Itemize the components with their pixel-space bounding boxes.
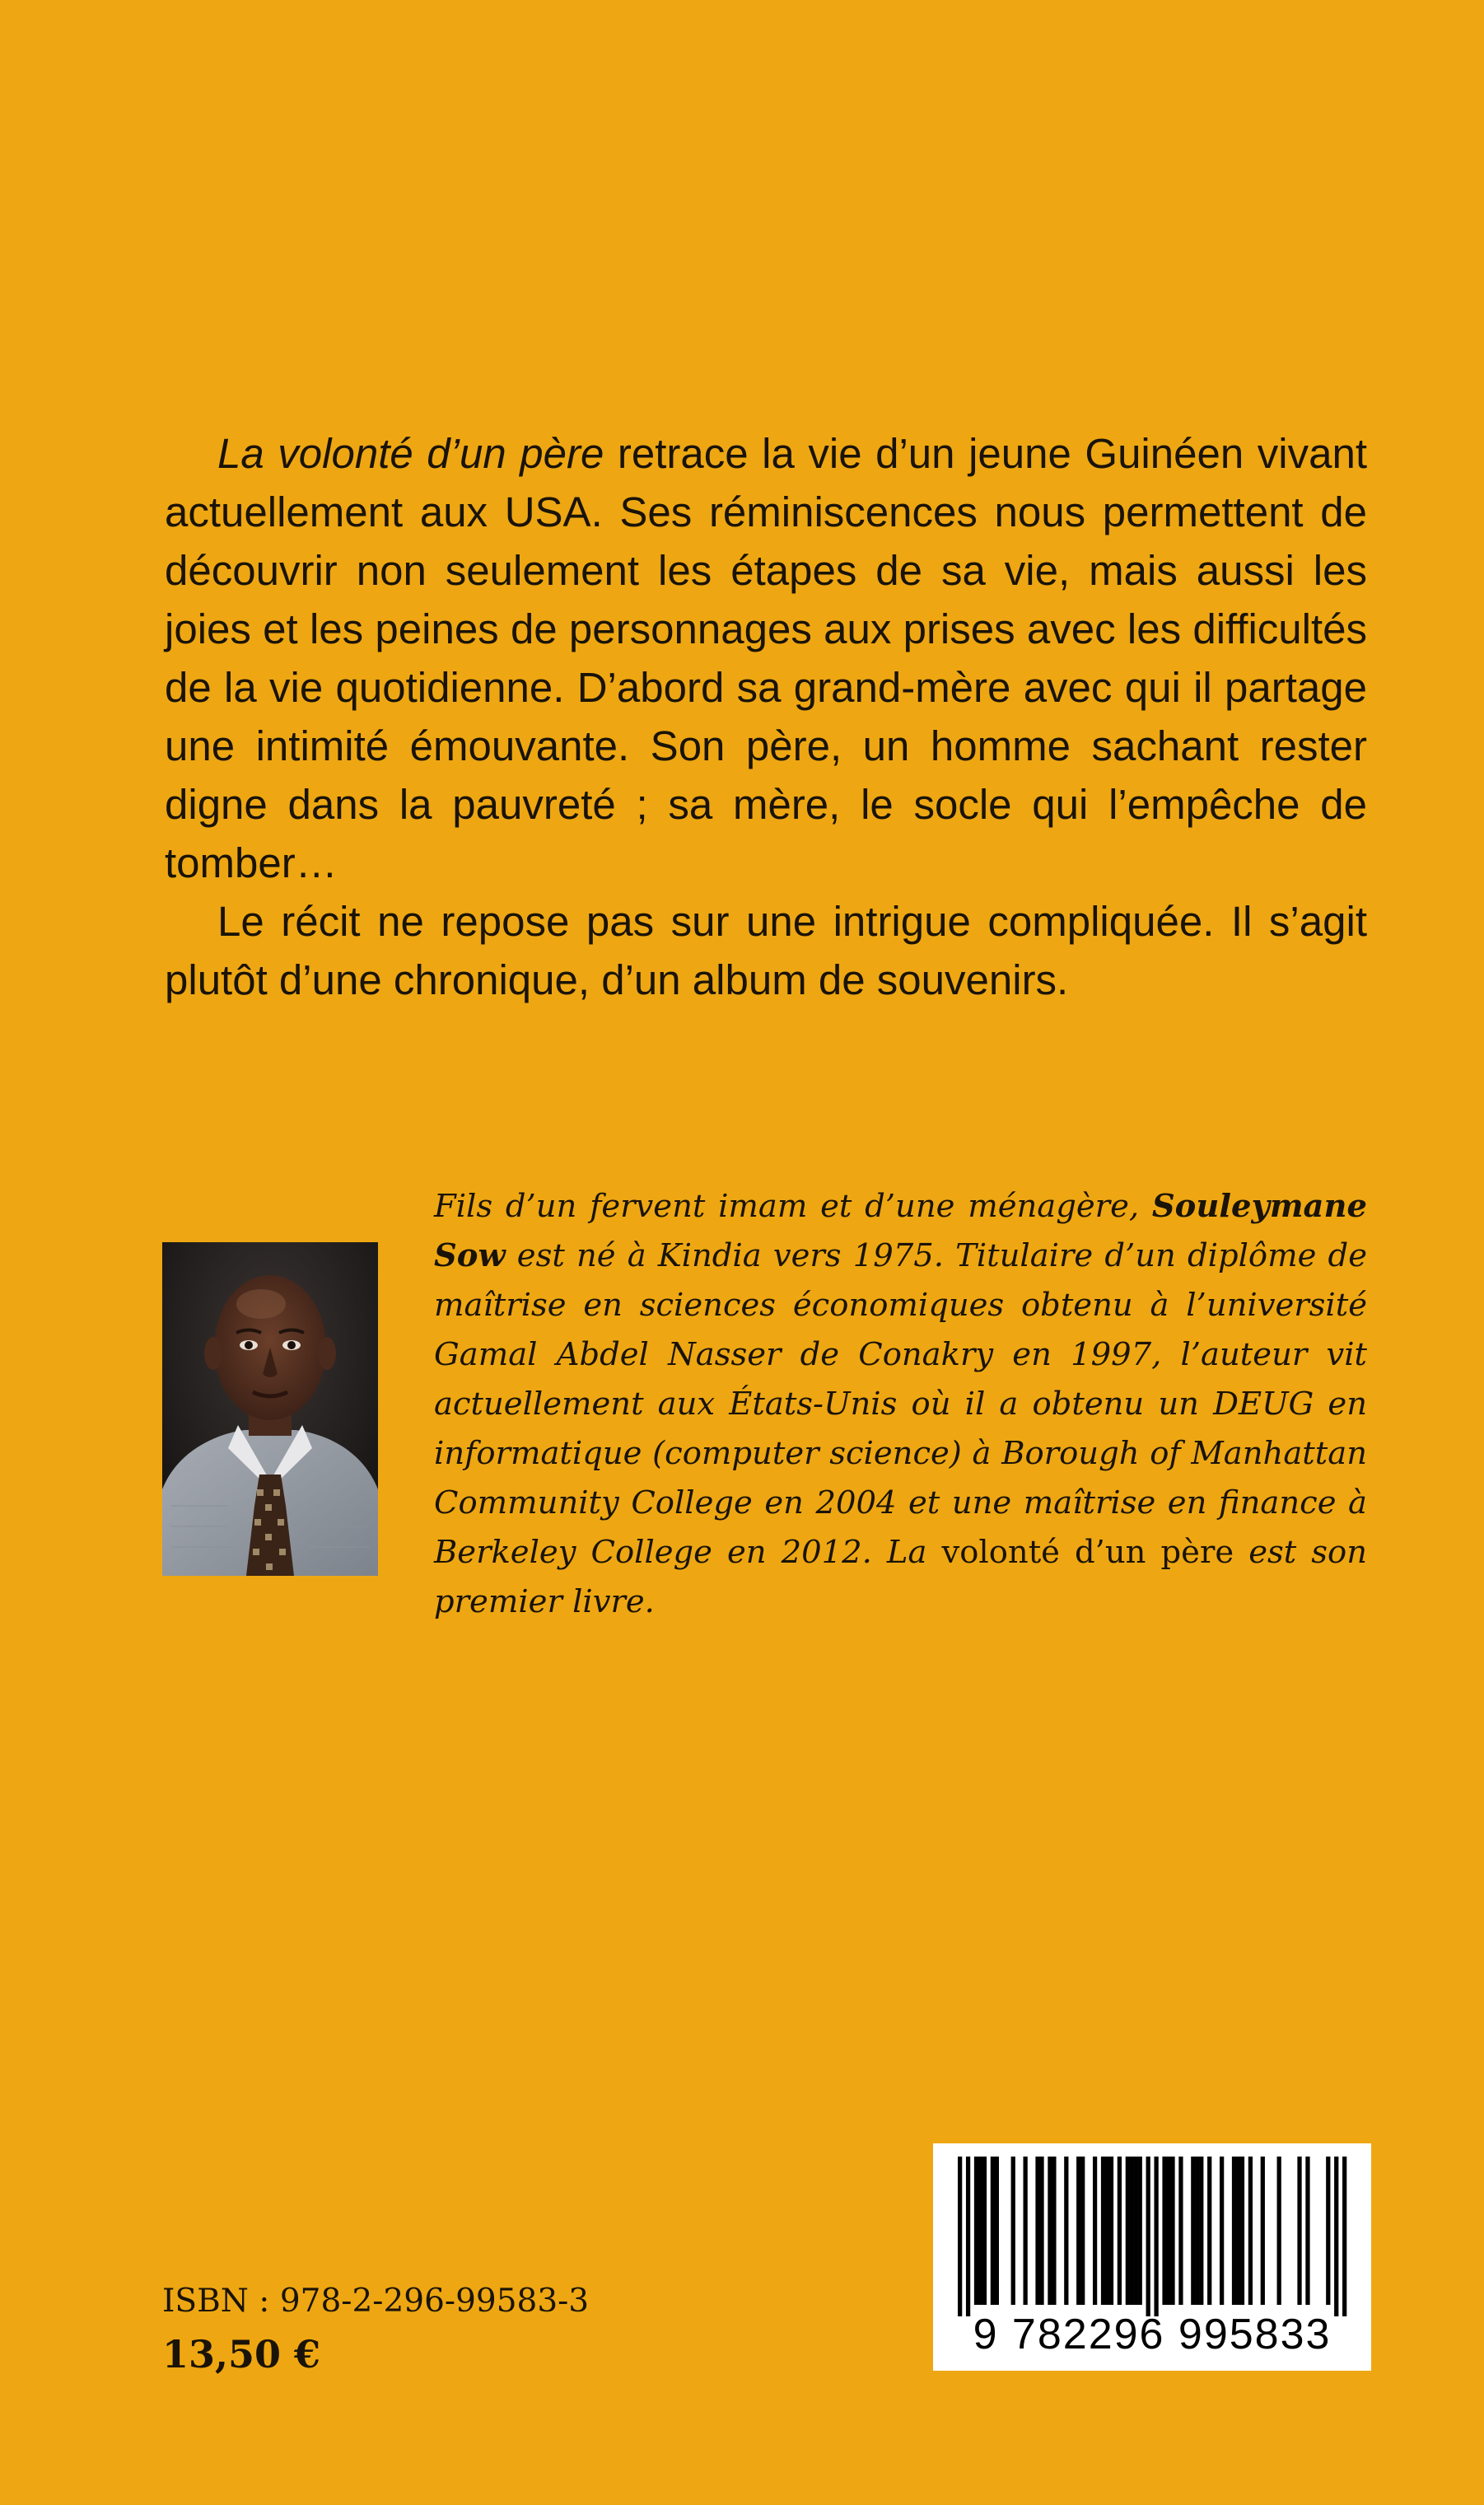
barcode-bar [1277, 2157, 1281, 2305]
barcode-bar [1118, 2157, 1122, 2305]
barcode-bar [1105, 2157, 1109, 2305]
barcode-guard-bar [1334, 2157, 1338, 2316]
barcode-bar [1011, 2157, 1015, 2305]
author-portrait-image [162, 1242, 378, 1576]
barcode-guard-bar [1146, 2157, 1150, 2316]
barcode-bar [1048, 2157, 1052, 2305]
barcode-bar [1064, 2157, 1068, 2305]
author-bio-book-title: volonté d’un père [941, 1534, 1234, 1571]
barcode-bar [1130, 2157, 1134, 2305]
barcode-bar [1170, 2157, 1174, 2305]
barcode-bar [1052, 2157, 1056, 2305]
barcode-bar [1076, 2157, 1080, 2305]
isbn-label: ISBN : 978-2-296-99583-3 [162, 2283, 590, 2320]
blurb-paragraph-1 [165, 424, 1367, 892]
author-bio-intro: Fils d’un fervent imam et d’une ménagère, [434, 1188, 1152, 1225]
barcode-bar [991, 2157, 995, 2305]
author-bio [434, 1182, 1367, 1627]
barcode-guard-bar [1154, 2157, 1158, 2316]
barcode-bar [1326, 2157, 1330, 2305]
barcode-bars [933, 2143, 1371, 2316]
barcode-bar [1261, 2157, 1265, 2305]
barcode-bar [1248, 2157, 1253, 2305]
barcode-bar [1101, 2157, 1105, 2305]
author-bio-text [434, 1182, 1367, 1627]
barcode-bar [1109, 2157, 1113, 2305]
author-bio-body: est né à Kindia vers 1975. Titulaire d’un diplôme de maîtrise en sciences économiques obtenu à l’université Gamal Abdel Nasser de Conakry en 1997, l’auteur vit actuellement aux États-Unis où il a obtenu un DEUG en informatique (computer science) à Borough of Manhattan Community College en 2004 et une maîtrise en finance à Berkeley College en 2012. La [434, 1237, 1367, 1571]
barcode-bar [995, 2157, 999, 2305]
barcode-bar [1162, 2157, 1166, 2305]
barcode-bar [1134, 2157, 1138, 2305]
barcode-bar [1232, 2157, 1236, 2305]
barcode-bar [1178, 2157, 1183, 2305]
author-photo [162, 1242, 378, 1576]
barcode-guard-bar [1342, 2157, 1346, 2316]
barcode-bar [1035, 2157, 1039, 2305]
barcode-bar [1126, 2157, 1130, 2305]
barcode-bar [1240, 2157, 1244, 2305]
barcode-bar [1191, 2157, 1195, 2305]
barcode-bar [1297, 2157, 1301, 2305]
barcode-bar [1199, 2157, 1203, 2305]
barcode-bar [1023, 2157, 1027, 2305]
barcode-guard-bar [966, 2157, 970, 2316]
barcode-bar [1080, 2157, 1085, 2305]
price-label: 13,50 € [162, 2332, 321, 2376]
barcode [933, 2143, 1371, 2371]
barcode-bar [1039, 2157, 1043, 2305]
barcode-guard-bar [958, 2157, 962, 2316]
barcode-bar [1236, 2157, 1240, 2305]
barcode-bar [978, 2157, 982, 2305]
barcode-bar [1305, 2157, 1309, 2305]
blurb-book-title: La volonté d’un père [217, 430, 604, 477]
author-name: Souleymane Sow [434, 1188, 1367, 1274]
barcode-digits: 9 782296 995833 [973, 2311, 1332, 2358]
barcode-bar [1207, 2157, 1211, 2305]
barcode-bar [1195, 2157, 1199, 2305]
barcode-bar [1138, 2157, 1142, 2305]
barcode-bar [1093, 2157, 1097, 2305]
barcode-bar [1220, 2157, 1224, 2305]
blurb-paragraph-2: Le récit ne repose pas sur une intrigue compliquée. Il s’agit plutôt d’une chronique, d’un album de souvenirs. [165, 898, 1367, 1003]
blurb-paragraph-1-text: retrace la vie d’un jeune Guinéen vivant actuellement aux USA. Ses réminiscences nous permettent de découvrir non seulement les étapes de sa vie, mais aussi les joies et les peines de personnages aux prises avec les difficultés de la vie quotidienne. D’abord sa grand-mère avec qui il partage une intimité émouvante. Son père, un homme sachant rester digne dans la pauvreté ; sa mère, le socle qui l’empêche de tomber… [165, 430, 1367, 886]
author-bio-ending: est son premier livre. [434, 1534, 1367, 1620]
book-blurb [165, 424, 1367, 1009]
barcode-bar [974, 2157, 978, 2305]
barcode-bar [982, 2157, 987, 2305]
barcode-bar [1166, 2157, 1170, 2305]
